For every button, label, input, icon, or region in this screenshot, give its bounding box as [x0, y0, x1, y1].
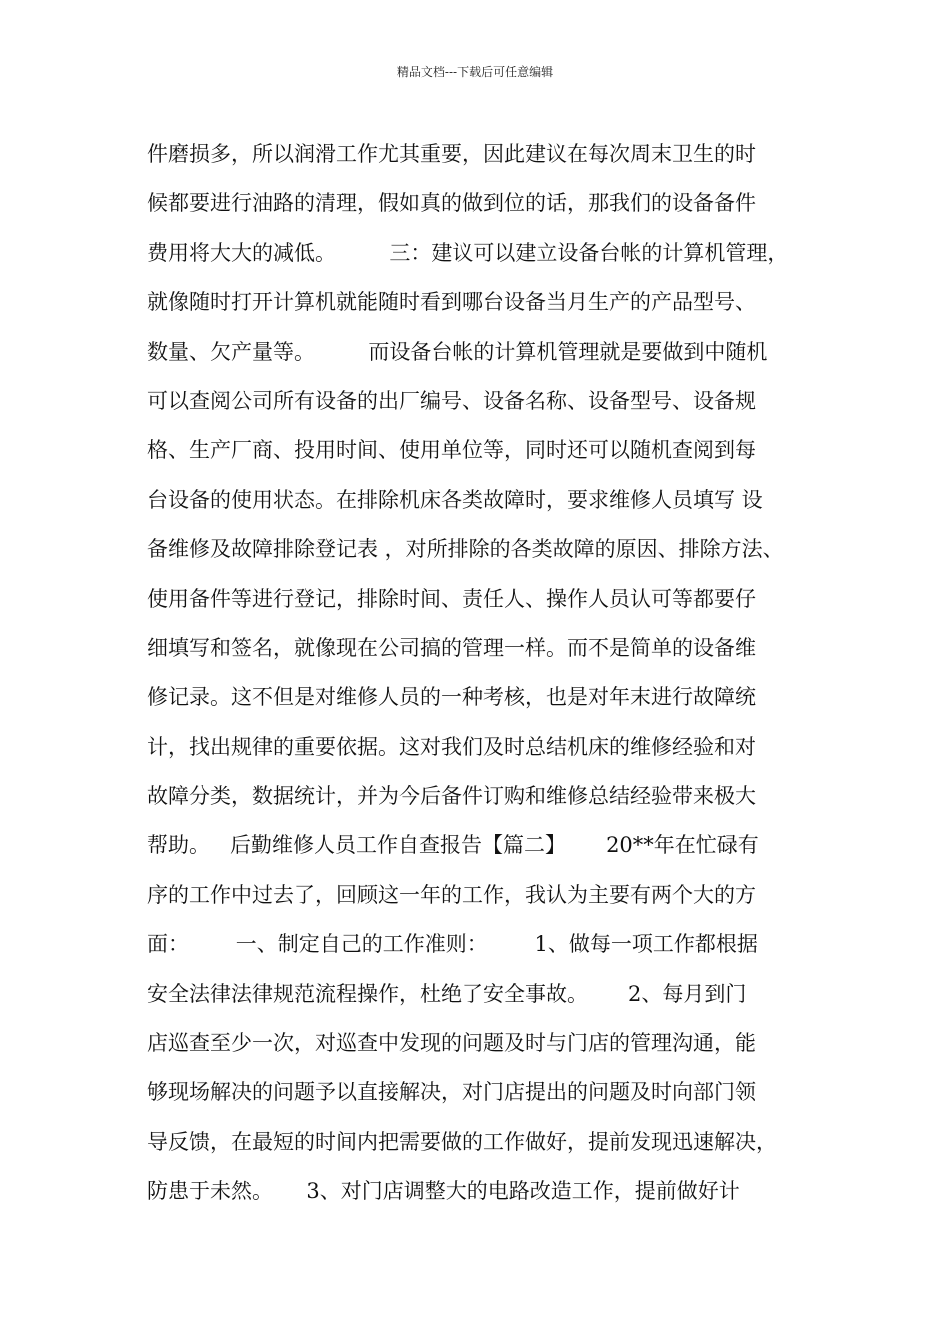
text-line: 费用将大大的减低。 三：建议可以建立设备台帐的计算机管理， [147, 240, 789, 265]
text-line: 细填写和签名，就像现在公司搞的管理一样。而不是简单的设备维 [147, 635, 756, 660]
text-line: 店巡查至少一次，对巡查中发现的问题及时与门店的管理沟通，能 [147, 1031, 756, 1056]
text-line: 防患于未然。 3、对门店调整大的电路改造工作，提前做好计 [147, 1179, 740, 1204]
text-line: 可以查阅公司所有设备的出厂编号、设备名称、设备型号、设备规 [147, 388, 756, 413]
text-line: 格、生产厂商、投用时间、使用单位等，同时还可以随机查阅到每 [147, 438, 756, 463]
text-line: 备维修及故障排除登记表 ，对所排除的各类故障的原因、排除方法、 [147, 537, 784, 562]
text-line: 修记录。这不但是对维修人员的一种考核，也是对年末进行故障统 [147, 685, 756, 710]
page-header: 精品文档---下载后可任意编辑 [396, 65, 554, 79]
text-line: 数量、欠产量等。 而设备台帐的计算机管理就是要做到中随机 [147, 339, 768, 364]
text-line: 候都要进行油路的清理，假如真的做到位的话，那我们的设备备件 [147, 191, 756, 216]
text-line: 帮助。 后勤维修人员工作自查报告【篇二】 20**年在忙碌有 [147, 833, 759, 858]
text-line: 台设备的使用状态。在排除机床各类故障时，要求维修人员填写 设 [147, 487, 763, 512]
text-line: 使用备件等进行登记，排除时间、责任人、操作人员认可等都要仔 [147, 586, 756, 611]
text-line: 故障分类，数据统计，并为今后备件订购和维修总结经验带来极大 [147, 784, 756, 809]
text-line: 导反馈，在最短的时间内把需要做的工作做好，提前发现迅速解决， [147, 1129, 777, 1154]
text-line: 件磨损多，所以润滑工作尤其重要，因此建议在每次周末卫生的时 [147, 142, 756, 166]
text-line: 就像随时打开计算机就能随时看到哪台设备当月生产的产品型号、 [147, 290, 756, 315]
text-line: 安全法律法律规范流程操作，杜绝了安全事故。 2、每月到门 [147, 981, 747, 1006]
text-line: 面： 一、制定自己的工作准则： 1、做每一项工作都根据 [147, 932, 758, 957]
document-body [147, 130, 837, 1217]
text-line: 序的工作中过去了，回顾这一年的工作，我认为主要有两个大的方 [147, 882, 756, 907]
text-line: 计，找出规律的重要依据。这对我们及时总结机床的维修经验和对 [147, 734, 756, 759]
text-line: 够现场解决的问题予以直接解决，对门店提出的问题及时向部门领 [147, 1080, 756, 1105]
